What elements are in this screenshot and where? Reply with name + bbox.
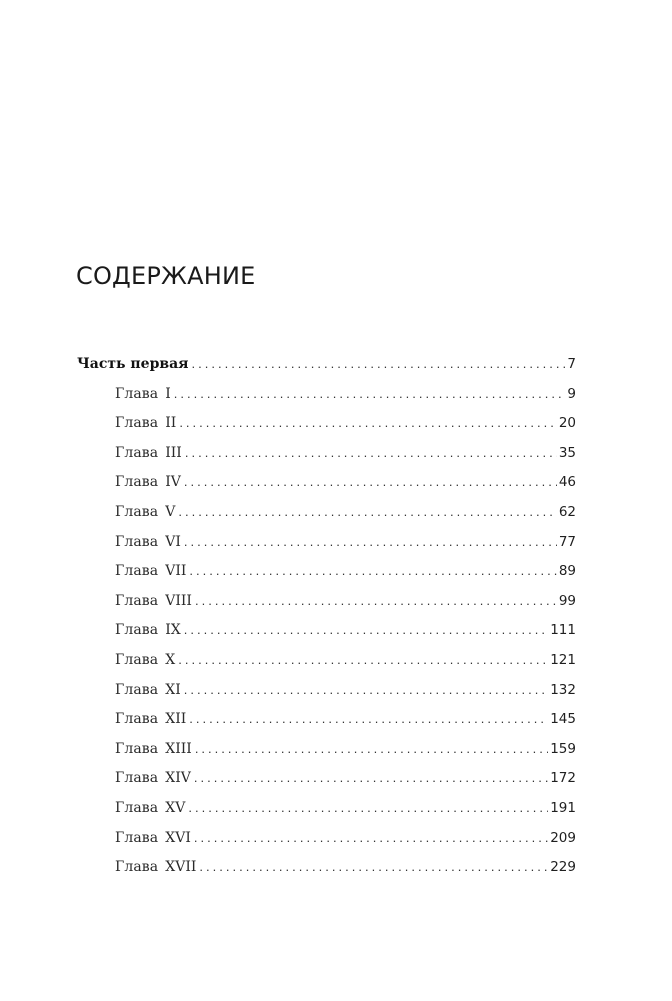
chapter-word: Глава	[115, 592, 159, 609]
table-of-contents	[77, 349, 576, 882]
dot-leader	[189, 556, 556, 586]
toc-entry-chapter[interactable]	[77, 527, 576, 557]
toc-entry-part-one[interactable]	[77, 349, 576, 379]
chapter-word: Глава	[115, 651, 159, 668]
chapter-word: Глава	[115, 799, 159, 816]
chapter-number: IX	[165, 622, 181, 639]
toc-chapter-label	[115, 676, 183, 706]
chapter-number: XII	[165, 711, 187, 728]
toc-chapter-label	[115, 528, 183, 558]
dot-leader	[188, 793, 548, 823]
chapter-number: XV	[165, 799, 186, 816]
toc-entry-chapter[interactable]	[77, 823, 576, 853]
toc-chapter-label	[115, 498, 177, 528]
dot-leader	[194, 763, 548, 793]
toc-page-number: 159	[550, 740, 576, 757]
chapter-word: Глава	[115, 503, 159, 520]
toc-entry-chapter[interactable]	[77, 586, 576, 616]
dot-leader	[184, 615, 548, 645]
toc-chapter-label	[115, 646, 177, 676]
toc-entry-chapter[interactable]	[77, 615, 576, 645]
chapter-number: XVII	[165, 859, 197, 876]
toc-chapter-label	[115, 705, 188, 735]
chapter-word: Глава	[115, 770, 159, 787]
toc-entry-chapter[interactable]	[77, 675, 576, 705]
toc-part-label: Часть первая	[77, 356, 189, 372]
dot-leader	[195, 586, 557, 616]
chapter-number: XVI	[165, 829, 191, 846]
dot-leader	[199, 852, 548, 882]
toc-entry-chapter[interactable]	[77, 438, 576, 468]
toc-page-number: 89	[558, 563, 576, 580]
toc-entry-chapter[interactable]	[77, 467, 576, 497]
chapter-word: Глава	[115, 829, 159, 846]
dot-leader	[178, 645, 548, 675]
chapter-word: Глава	[115, 415, 159, 432]
toc-entry-chapter[interactable]	[77, 645, 576, 675]
toc-page-number: 46	[558, 474, 576, 491]
toc-chapter-label	[115, 557, 188, 587]
chapter-number: I	[165, 385, 171, 402]
toc-entry-chapter[interactable]	[77, 852, 576, 882]
toc-chapter-label	[115, 468, 183, 498]
chapter-number: X	[165, 651, 176, 668]
toc-page-number: 191	[550, 799, 576, 816]
chapter-word: Глава	[115, 681, 159, 698]
toc-chapter-label	[115, 824, 193, 854]
chapter-word: Глава	[115, 622, 159, 639]
toc-entry-chapter[interactable]	[77, 556, 576, 586]
toc-chapter-label	[115, 616, 183, 646]
chapter-word: Глава	[115, 711, 159, 728]
toc-page-number: 111	[550, 622, 576, 639]
toc-entry-chapter[interactable]	[77, 408, 576, 438]
chapter-word: Глава	[115, 563, 159, 580]
chapter-number: VI	[165, 533, 181, 550]
chapter-number: VII	[165, 563, 187, 580]
toc-page-number: 209	[550, 829, 576, 846]
toc-entry-chapter[interactable]	[77, 704, 576, 734]
toc-page-number: 145	[550, 711, 576, 728]
chapter-number: III	[165, 444, 182, 461]
dot-leader	[179, 408, 557, 438]
toc-chapter-label	[115, 587, 194, 617]
chapter-word: Глава	[115, 533, 159, 550]
toc-chapter-label	[115, 409, 178, 439]
toc-chapter-label	[115, 794, 187, 824]
toc-page-number: 9	[567, 385, 576, 402]
chapter-number: XI	[165, 681, 181, 698]
toc-entry-chapter[interactable]	[77, 497, 576, 527]
dot-leader	[192, 349, 566, 379]
chapter-word: Глава	[115, 740, 159, 757]
chapter-word: Глава	[115, 385, 159, 402]
toc-page-number: 20	[558, 415, 576, 432]
toc-chapter-label	[115, 439, 184, 469]
toc-page-number: 7	[567, 356, 576, 372]
toc-entry-chapter[interactable]	[77, 379, 576, 409]
chapter-word: Глава	[115, 474, 159, 491]
toc-chapter-label	[115, 735, 194, 765]
toc-entry-chapter[interactable]	[77, 734, 576, 764]
dot-leader	[184, 527, 557, 557]
chapter-number: IV	[165, 474, 181, 491]
page-title: СОДЕРЖАНИЕ	[76, 262, 256, 290]
chapter-word: Глава	[115, 859, 159, 876]
toc-page-number: 229	[550, 859, 576, 876]
dot-leader	[184, 675, 548, 705]
chapter-number: XIV	[165, 770, 191, 787]
dot-leader	[174, 379, 566, 409]
toc-chapter-label	[115, 853, 198, 883]
toc-page-number: 62	[558, 503, 576, 520]
chapter-number: V	[165, 503, 176, 520]
toc-entry-chapter[interactable]	[77, 793, 576, 823]
dot-leader	[185, 438, 557, 468]
toc-entry-chapter[interactable]	[77, 763, 576, 793]
chapter-number: II	[165, 415, 177, 432]
toc-page-number: 172	[550, 770, 576, 787]
chapter-number: XIII	[165, 740, 192, 757]
toc-page-number: 99	[558, 592, 576, 609]
toc-page-number: 35	[558, 444, 576, 461]
toc-page-number: 132	[550, 681, 576, 698]
dot-leader	[194, 823, 548, 853]
dot-leader	[189, 704, 548, 734]
chapter-number: VIII	[165, 592, 192, 609]
dot-leader	[178, 497, 556, 527]
toc-chapter-label	[115, 380, 173, 410]
dot-leader	[195, 734, 548, 764]
dot-leader	[184, 467, 557, 497]
toc-page-number: 121	[550, 651, 576, 668]
toc-page-number: 77	[558, 533, 576, 550]
toc-chapter-label	[115, 764, 193, 794]
chapter-word: Глава	[115, 444, 159, 461]
